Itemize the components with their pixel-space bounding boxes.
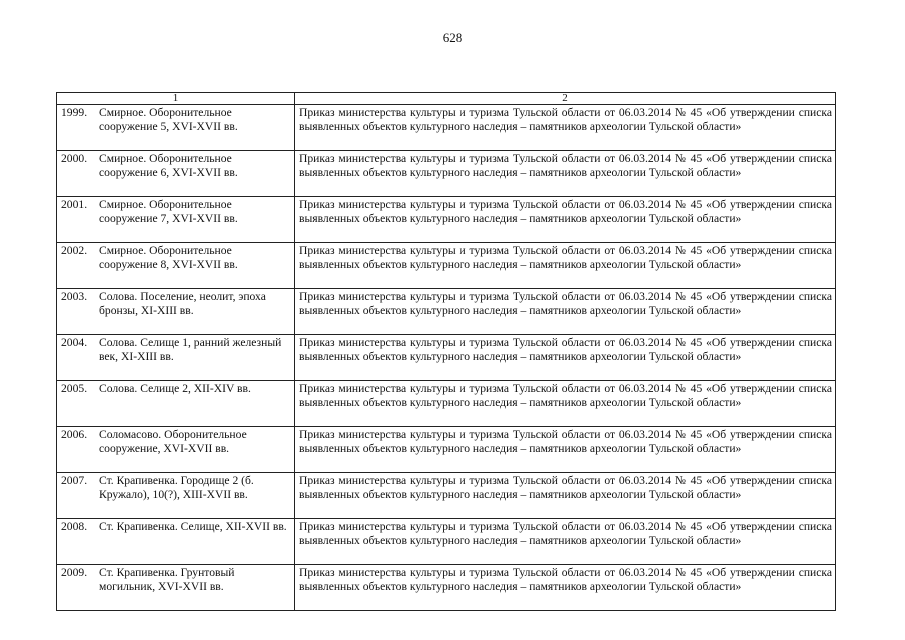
table-row	[57, 197, 836, 243]
table-row	[57, 289, 836, 335]
table-header-row	[57, 93, 836, 105]
object-name: Ст. Крапивенка. Грунтовый могильник, XVI-XVII вв.	[99, 566, 235, 594]
column-header-1: 1	[57, 93, 295, 105]
object-name: Солова. Поселение, неолит, эпоха бронзы, XI-XIII вв.	[99, 290, 266, 318]
row-number: 2004.	[61, 336, 88, 349]
row-number: 2001.	[61, 198, 88, 211]
object-cell-content	[61, 382, 292, 396]
object-cell-content	[61, 198, 292, 227]
object-cell	[57, 565, 295, 611]
table-row	[57, 519, 836, 565]
row-number: 2006.	[61, 428, 88, 441]
table-row	[57, 243, 836, 289]
object-cell-content	[61, 428, 292, 457]
row-number: 2008.	[61, 520, 88, 533]
object-cell	[57, 473, 295, 519]
object-cell-content	[61, 152, 292, 181]
object-cell-content	[61, 244, 292, 273]
table-row	[57, 565, 836, 611]
object-cell	[57, 335, 295, 381]
object-name: Смирное. Оборонительное сооружение 8, XVI-XVII вв.	[99, 244, 238, 272]
table-row	[57, 335, 836, 381]
document-reference: Приказ министерства культуры и туризма Тульской области от 06.03.2014 № 45 «Об утверждении списка выявленных объектов культурного наследия – памятников археологии Тульской области»	[295, 519, 836, 565]
document-reference: Приказ министерства культуры и туризма Тульской области от 06.03.2014 № 45 «Об утверждении списка выявленных объектов культурного наследия – памятников археологии Тульской области»	[295, 427, 836, 473]
document-reference: Приказ министерства культуры и туризма Тульской области от 06.03.2014 № 45 «Об утверждении списка выявленных объектов культурного наследия – памятников археологии Тульской области»	[295, 381, 836, 427]
object-cell-content	[61, 106, 292, 135]
document-reference: Приказ министерства культуры и туризма Тульской области от 06.03.2014 № 45 «Об утверждении списка выявленных объектов культурного наследия – памятников археологии Тульской области»	[295, 335, 836, 381]
object-cell	[57, 151, 295, 197]
object-cell	[57, 381, 295, 427]
object-cell-content	[61, 336, 292, 365]
row-number: 2005.	[61, 382, 88, 395]
object-name: Смирное. Оборонительное сооружение 6, XVI-XVII вв.	[99, 152, 238, 180]
document-reference: Приказ министерства культуры и туризма Тульской области от 06.03.2014 № 45 «Об утверждении списка выявленных объектов культурного наследия – памятников археологии Тульской области»	[295, 565, 836, 611]
object-name: Солова. Селище 1, ранний железный век, XI-XIII вв.	[99, 336, 282, 364]
document-reference: Приказ министерства культуры и туризма Тульской области от 06.03.2014 № 45 «Об утверждении списка выявленных объектов культурного наследия – памятников археологии Тульской области»	[295, 289, 836, 335]
object-name: Ст. Крапивенка. Селище, XII-XVII вв.	[99, 520, 287, 533]
document-reference: Приказ министерства культуры и туризма Тульской области от 06.03.2014 № 45 «Об утверждении списка выявленных объектов культурного наследия – памятников археологии Тульской области»	[295, 197, 836, 243]
object-cell-content	[61, 290, 292, 319]
object-cell	[57, 427, 295, 473]
row-number: 2000.	[61, 152, 88, 165]
document-reference: Приказ министерства культуры и туризма Тульской области от 06.03.2014 № 45 «Об утверждении списка выявленных объектов культурного наследия – памятников археологии Тульской области»	[295, 473, 836, 519]
object-name: Смирное. Оборонительное сооружение 5, XVI-XVII вв.	[99, 106, 238, 134]
document-reference: Приказ министерства культуры и туризма Тульской области от 06.03.2014 № 45 «Об утверждении списка выявленных объектов культурного наследия – памятников археологии Тульской области»	[295, 105, 836, 151]
table-row	[57, 427, 836, 473]
object-cell	[57, 519, 295, 565]
object-name: Солова. Селище 2, XII-XIV вв.	[99, 382, 251, 395]
table-row	[57, 151, 836, 197]
table-row	[57, 105, 836, 151]
column-header-2: 2	[295, 93, 836, 105]
object-cell	[57, 197, 295, 243]
document-reference: Приказ министерства культуры и туризма Тульской области от 06.03.2014 № 45 «Об утверждении списка выявленных объектов культурного наследия – памятников археологии Тульской области»	[295, 243, 836, 289]
object-cell-content	[61, 474, 292, 503]
table-row	[57, 381, 836, 427]
row-number: 2003.	[61, 290, 88, 303]
object-name: Смирное. Оборонительное сооружение 7, XVI-XVII вв.	[99, 198, 238, 226]
table-row	[57, 473, 836, 519]
row-number: 2002.	[61, 244, 88, 257]
row-number: 1999.	[61, 106, 88, 119]
row-number: 2007.	[61, 474, 88, 487]
document-reference: Приказ министерства культуры и туризма Тульской области от 06.03.2014 № 45 «Об утверждении списка выявленных объектов культурного наследия – памятников археологии Тульской области»	[295, 151, 836, 197]
object-cell	[57, 105, 295, 151]
heritage-registry-table	[56, 92, 836, 611]
row-number: 2009.	[61, 566, 88, 579]
object-name: Соломасово. Оборонительное сооружение, XVI-XVII вв.	[99, 428, 247, 456]
object-name: Ст. Крапивенка. Городище 2 (б. Кружало), 10(?), XIII-XVII вв.	[99, 474, 254, 502]
object-cell	[57, 289, 295, 335]
page-number: 628	[442, 30, 463, 45]
object-cell	[57, 243, 295, 289]
object-cell-content	[61, 520, 292, 534]
table-body	[57, 93, 836, 611]
object-cell-content	[61, 566, 292, 595]
